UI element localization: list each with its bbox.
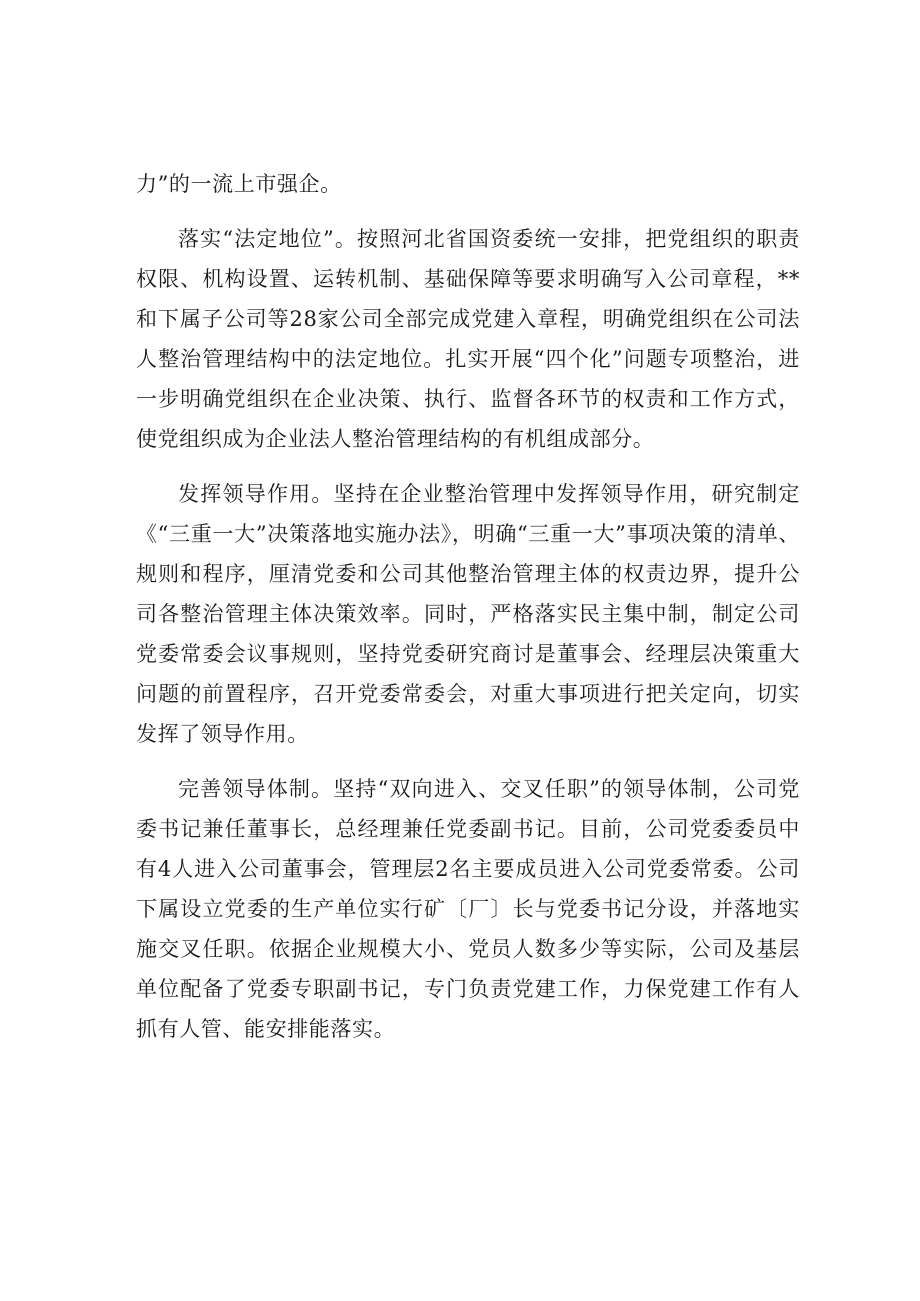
paragraph-leadership-system: 完善领导体制。坚持“双向进入、交叉任职”的领导体制，公司党委书记兼任董事长，总经理兼任党委副书记。目前，公司党委委员中有4人进入公司董事会，管理层2名主要成员进入公司党委常委。公司下属设立党委的生产单位实行矿〔厂〕长与党委书记分设，并落地实施交叉任职。依据企业规模大小、党员人数多少等实际，公司及基层单位配备了党委专职副书记，专门负责党建工作，力保党建工作有人抓有人管、能安排能落实。: [136, 777, 800, 1041]
document-body: [136, 164, 800, 1064]
paragraph-leadership-role: 发挥领导作用。坚持在企业整治管理中发挥领导作用，研究制定《“三重一大”决策落地实施办法》，明确“三重一大”事项决策的清单、规则和程序，厘清党委和公司其他整治管理主体的权责边界，提升公司各整治管理主体决策效率。同时，严格落实民主集中制，制定公司党委常委会议事规则，坚持党委研究商讨是董事会、经理层决策重大问题的前置程序，召开党委常委会，对重大事项进行把关定向，切实发挥了领导作用。: [136, 482, 800, 746]
paragraph-legal-status: 落实“法定地位”。按照河北省国资委统一安排，把党组织的职责权限、机构设置、运转机制、基础保障等要求明确写入公司章程，**和下属子公司等28家公司全部完成党建入章程，明确党组织在公司法人整治管理结构中的法定地位。扎实开展“四个化”问题专项整治，进一步明确党组织在企业决策、执行、监督各环节的权责和工作方式，使党组织成为企业法人整治管理结构的有机组成部分。: [136, 227, 800, 451]
paragraph-continuation: 力”的一流上市强企。: [136, 172, 342, 196]
